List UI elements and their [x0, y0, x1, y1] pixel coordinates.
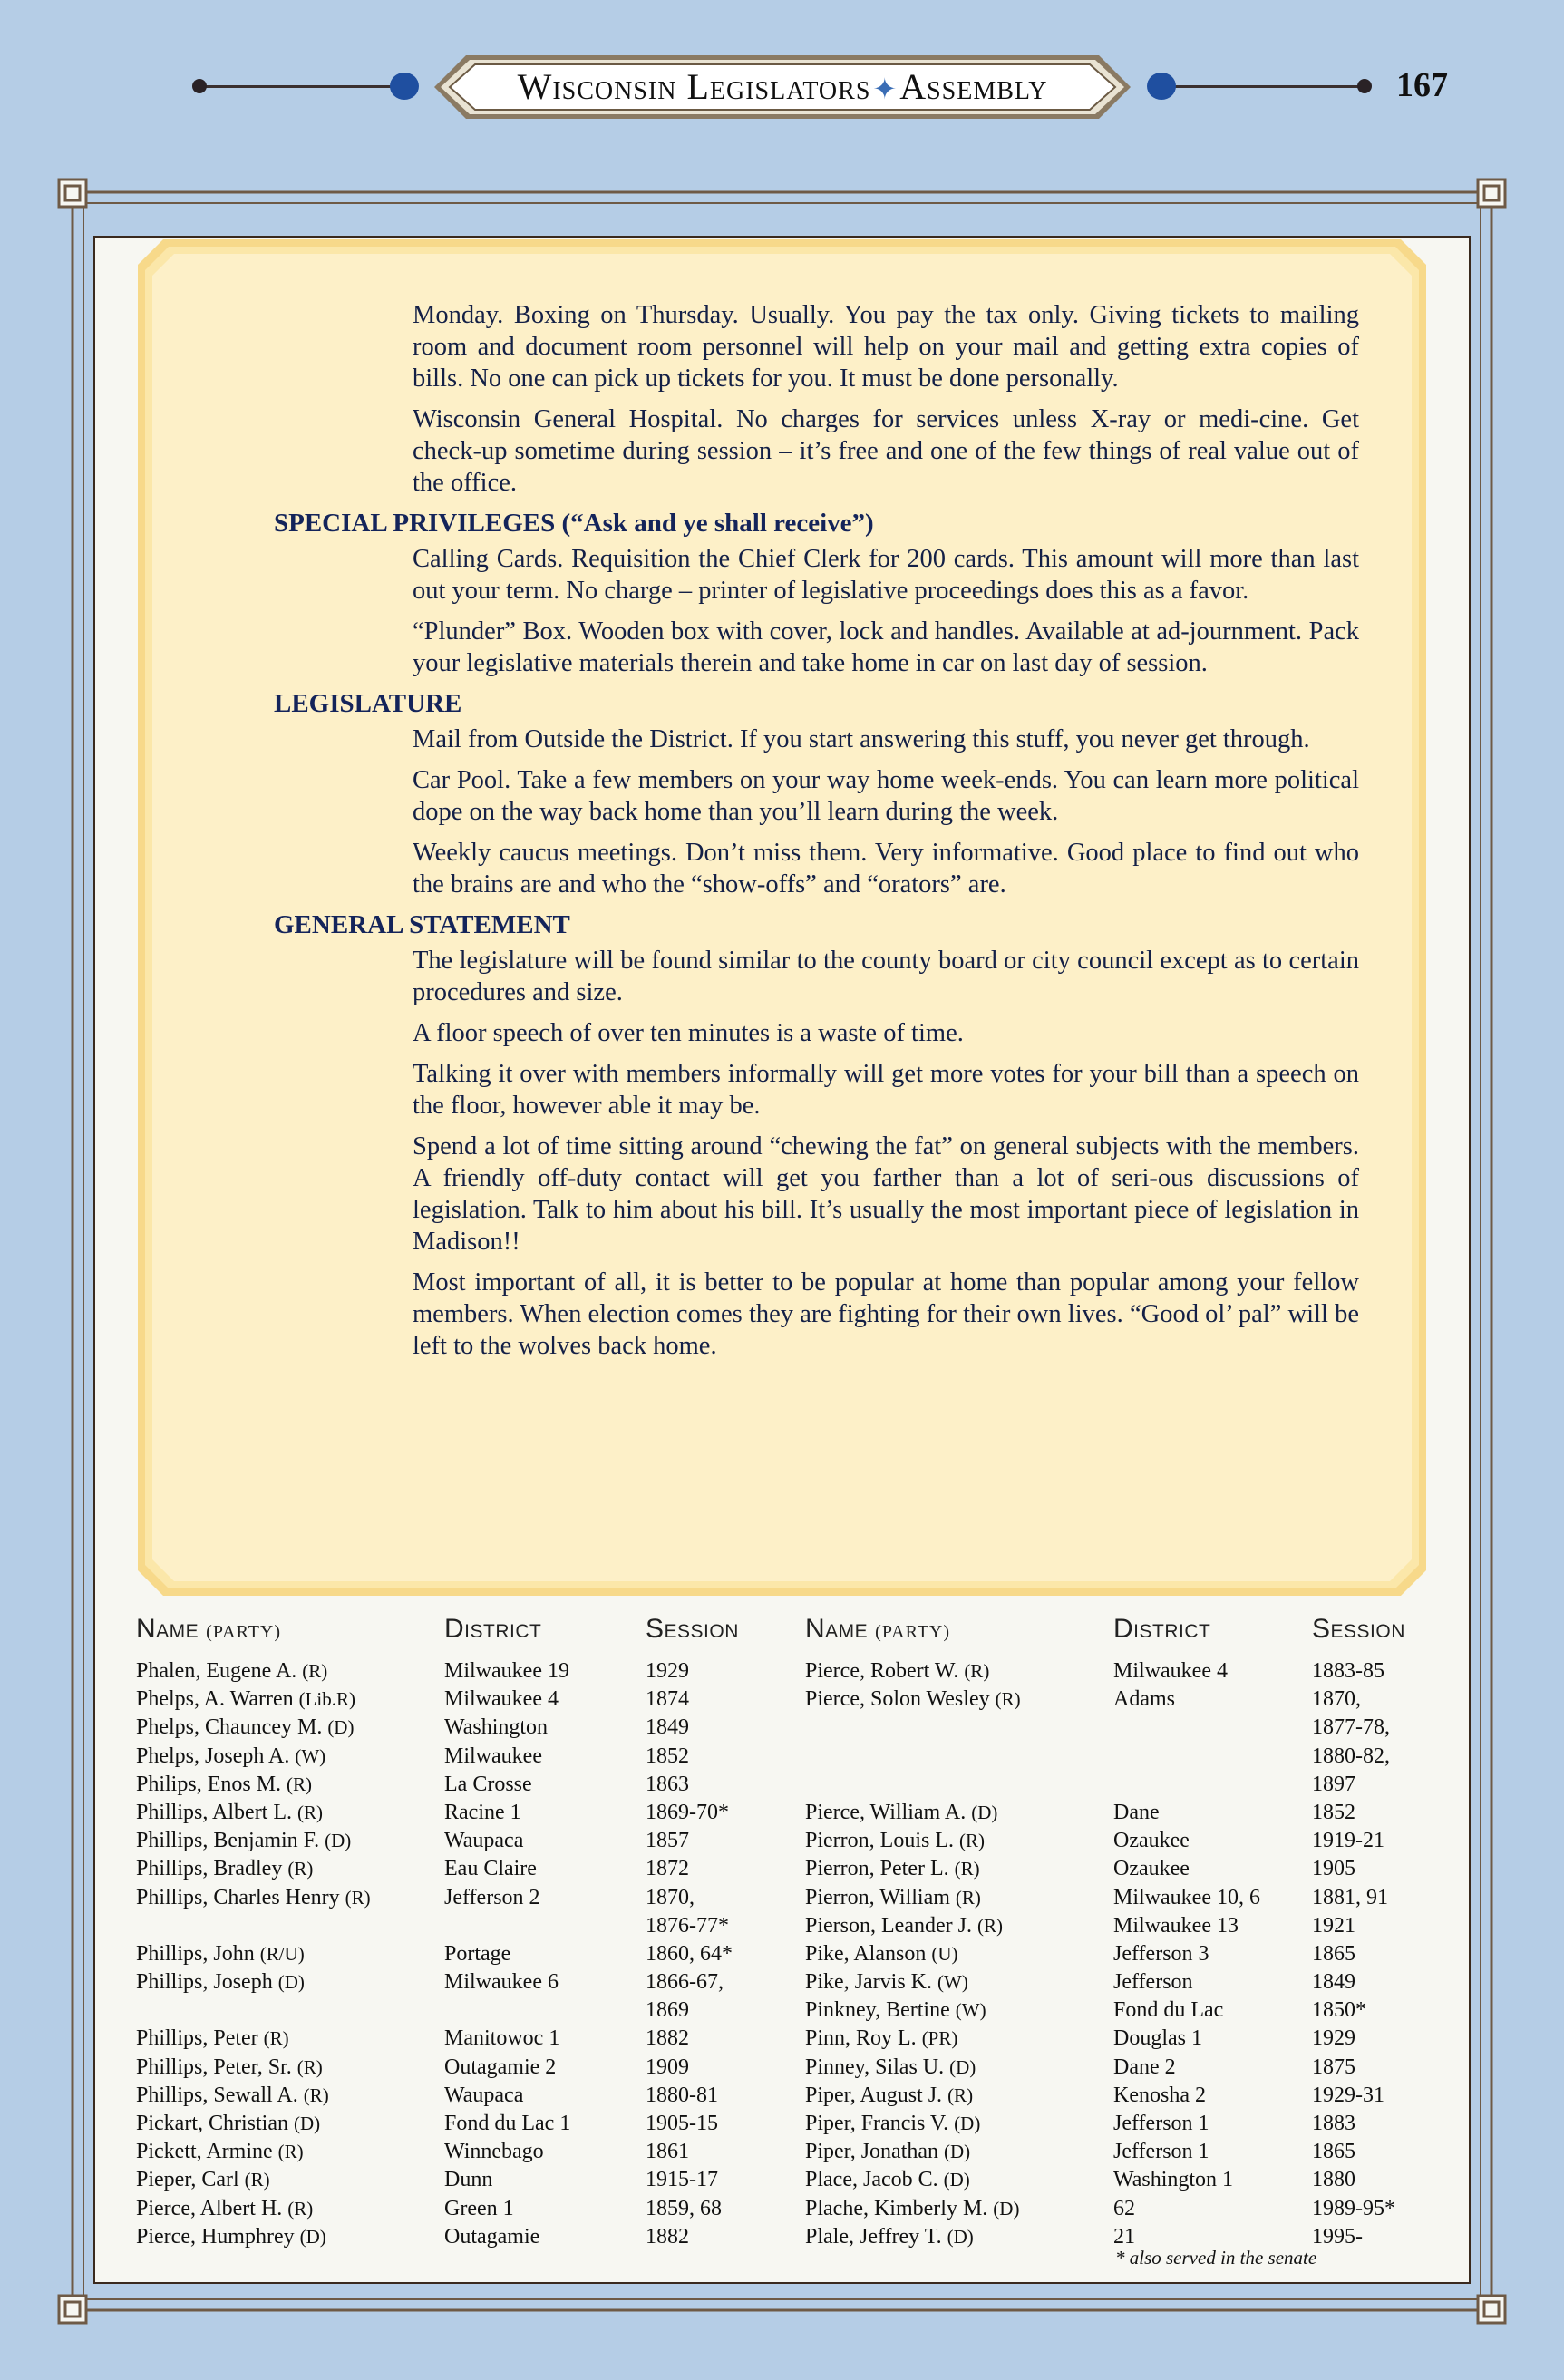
table-row [136, 1940, 789, 1968]
party-text: (R) [296, 2055, 323, 2078]
session-text: 1850* [1312, 1998, 1366, 2023]
party-text: (Lib.R) [298, 1688, 356, 1711]
legislator-name [805, 1657, 989, 1685]
section-legislature [136, 688, 1428, 900]
table-column-left [136, 1657, 789, 2251]
section-title: SPECIAL PRIVILEGES (“Ask and ye shall receive”) [274, 509, 874, 538]
party-text: (R) [287, 1858, 314, 1880]
party-text: (R) [976, 1914, 1003, 1937]
title-banner [433, 54, 1132, 120]
district-text: Dane [1113, 1800, 1160, 1824]
district-text: La Crosse [444, 1772, 532, 1796]
district-text: Washington [444, 1715, 549, 1740]
party-text: (D) [325, 1830, 352, 1852]
session-text: 1881, 91 [1312, 1885, 1388, 1909]
session-text: 1995- [1312, 2224, 1363, 2249]
paragraph-chewing-fat: Spend a lot of time sitting around “chewing the fat” on general subjects with the members. A friendly off-duty contact will get you farther than a lot of seri-ous discussions of legislation. Talk to him about his bill. It’s usually the most important piece of legislation in Madison!! [413, 1132, 1359, 1256]
session-text: 1883 [1312, 2112, 1355, 2136]
party-text: (R) [954, 1858, 980, 1880]
session-text: 1921 [1312, 1913, 1355, 1938]
legislator-name [805, 1968, 968, 1996]
section-title: LEGISLATURE [274, 689, 462, 718]
session-text: 1915-17 [646, 2168, 718, 2192]
table-row [136, 2138, 789, 2166]
header-name-label: Name [805, 1614, 869, 1644]
district-text: Portage [444, 1941, 511, 1966]
header-district-left: District [444, 1614, 542, 1644]
session-text: 1857 [646, 1829, 689, 1853]
district-text: Jefferson 2 [444, 1885, 540, 1909]
table-row [136, 1685, 789, 1714]
header-name-left [136, 1614, 281, 1645]
legislator-name [805, 1799, 997, 1827]
party-text: (PR) [921, 2027, 958, 2050]
party-text: (R) [287, 1773, 313, 1795]
party-text: (R) [964, 1660, 990, 1682]
district-text: Racine 1 [444, 1800, 521, 1824]
legislator-name [805, 1940, 958, 1968]
district-text: Eau Claire [444, 1857, 537, 1881]
table-row [136, 2054, 789, 2082]
legislator-name [136, 1799, 323, 1827]
legislator-name [136, 2166, 270, 2194]
table-row [136, 2025, 789, 2053]
district-text: Adams [1113, 1687, 1175, 1712]
table-row [805, 1940, 1423, 1968]
table-row [805, 1799, 1423, 1827]
table-row [805, 1855, 1423, 1883]
table-row [136, 2166, 789, 2194]
legislator-name [136, 2110, 320, 2138]
name-text: Plache, Kimberly M. [805, 2196, 988, 2220]
legislator-name [805, 2054, 976, 2082]
party-text: (R) [995, 1688, 1021, 1711]
header-name-right [805, 1614, 950, 1645]
session-text: 1880 [1312, 2168, 1355, 2192]
party-text: (W) [937, 1971, 968, 1994]
name-text: Phillips, Benjamin F. [136, 1829, 320, 1853]
district-text: Milwaukee 10, 6 [1113, 1885, 1260, 1909]
legislator-name [136, 1771, 312, 1799]
table-row [805, 2082, 1423, 2110]
name-text: Pike, Alanson [805, 1941, 927, 1966]
name-text: Phillips, Joseph [136, 1970, 273, 1995]
name-text: Pieper, Carl [136, 2168, 239, 2192]
party-text: (D) [293, 2113, 321, 2135]
session-text: 1877-78, [1312, 1715, 1390, 1740]
table-row [136, 1743, 789, 1771]
district-text: Jefferson 1 [1113, 2140, 1209, 2164]
section-general-statement [136, 909, 1428, 1362]
advice-note-box [136, 238, 1428, 1598]
name-text: Pierce, Solon Wesley [805, 1687, 990, 1712]
party-text: (R/U) [259, 1942, 305, 1965]
legislator-name [805, 2223, 974, 2251]
party-text: (R) [955, 1886, 981, 1909]
ornament-dot-left [390, 73, 419, 100]
legislator-name [805, 1996, 986, 2025]
session-text: 1859, 68 [646, 2196, 722, 2220]
header-party-label: (PARTY) [875, 1622, 951, 1642]
session-text: 1875 [1312, 2055, 1355, 2079]
header-session-right: Session [1312, 1614, 1405, 1644]
star-ornament-icon: ✦ [872, 73, 899, 105]
name-text: Pinn, Roy L. [805, 2026, 917, 2051]
name-text: Phillips, Albert L. [136, 1800, 293, 1824]
legislator-name [136, 2082, 329, 2110]
table-row [805, 2223, 1423, 2251]
name-text: Phillips, Peter [136, 2026, 258, 2051]
district-text: Outagamie [444, 2224, 540, 2249]
legislator-name [805, 2082, 973, 2110]
party-text: (R) [303, 2084, 329, 2106]
name-text: Pierce, Robert W. [805, 1659, 959, 1683]
name-text: Pierron, William [805, 1885, 950, 1909]
session-text: 1882 [646, 2026, 689, 2051]
table-row [136, 2110, 789, 2138]
paragraph-plunder-box: “Plunder” Box. Wooden box with cover, lock and handles. Available at ad-journment. Pack your legislative materials therein and take home in car on last day of session. [413, 617, 1359, 677]
name-text: Pickart, Christian [136, 2112, 288, 2136]
district-text: Kenosha 2 [1113, 2083, 1206, 2107]
table-row [136, 1714, 789, 1742]
section-title: GENERAL STATEMENT [274, 910, 570, 939]
legislator-name [805, 2110, 980, 2138]
note-content [136, 299, 1428, 1371]
name-text: Philips, Enos M. [136, 1772, 282, 1796]
party-text: (D) [949, 2055, 976, 2078]
session-text: 1929 [646, 1659, 689, 1683]
table-row [805, 2166, 1423, 2194]
district-text: Winnebago [444, 2140, 544, 2164]
party-text: (W) [295, 1744, 326, 1767]
district-text: Dunn [444, 2168, 493, 2192]
legislator-name [136, 1685, 355, 1714]
name-text: Phelps, Joseph A. [136, 1744, 290, 1768]
party-text: (R) [302, 1660, 328, 1682]
district-text: Douglas 1 [1113, 2026, 1202, 2051]
table-row [136, 1771, 789, 1799]
session-text: 1876-77* [646, 1913, 729, 1938]
district-text: Jefferson 1 [1113, 2112, 1209, 2136]
legislator-name [136, 1884, 371, 1912]
party-text: (W) [955, 1999, 986, 2022]
session-text: 1929 [1312, 2026, 1355, 2051]
table-row [805, 1912, 1423, 1940]
party-text: (R) [297, 1801, 324, 1823]
district-text: 62 [1113, 2196, 1135, 2220]
table-row [805, 2138, 1423, 2166]
name-text: Phillips, John [136, 1941, 255, 1966]
table-row [136, 2195, 789, 2223]
session-text: 1905-15 [646, 2112, 718, 2136]
table-row [136, 1855, 789, 1883]
party-text: (R) [244, 2169, 270, 2191]
party-text: (U) [931, 1942, 958, 1965]
legislator-name [136, 2138, 304, 2166]
name-text: Plale, Jeffrey T. [805, 2224, 942, 2249]
session-text: 1872 [646, 1857, 689, 1881]
party-text: (D) [327, 1716, 355, 1739]
table-row [805, 1968, 1423, 1996]
running-title-part2: Assembly [899, 66, 1048, 107]
header-name-label: Name [136, 1614, 199, 1644]
session-text: 1882 [646, 2224, 689, 2249]
session-text: 1880-81 [646, 2083, 718, 2107]
name-text: Pinkney, Bertine [805, 1998, 950, 2023]
party-text: (R) [277, 2141, 304, 2163]
header-party-label: (PARTY) [206, 1622, 282, 1642]
name-text: Piper, Francis V. [805, 2112, 949, 2136]
session-text: 1865 [1312, 2140, 1355, 2164]
legislator-name [805, 1912, 1003, 1940]
legislator-name [136, 1855, 313, 1883]
district-text: Milwaukee 4 [444, 1687, 559, 1712]
name-text: Phillips, Peter, Sr. [136, 2055, 292, 2079]
district-text: Jefferson 3 [1113, 1941, 1209, 1966]
legislator-name [805, 1685, 1021, 1714]
district-text: Washington 1 [1113, 2168, 1234, 2192]
table-row [805, 1996, 1423, 2025]
district-text: Green 1 [444, 2196, 514, 2220]
name-text: Pierron, Louis L. [805, 1829, 954, 1853]
district-text: 21 [1113, 2224, 1135, 2249]
legislator-name [136, 1940, 305, 1968]
name-text: Pierson, Leander J. [805, 1913, 972, 1938]
session-text: 1869-70* [646, 1800, 729, 1824]
district-text: Fond du Lac [1113, 1998, 1224, 2023]
session-text: 1905 [1312, 1857, 1355, 1881]
session-text: 1852 [646, 1744, 689, 1768]
legislator-name [805, 1855, 980, 1883]
district-text: Manitowoc 1 [444, 2026, 560, 2051]
district-text: Milwaukee 19 [444, 1659, 569, 1683]
footnote: * also served in the senate [1115, 2247, 1317, 2268]
legislator-name [805, 2025, 957, 2053]
name-text: Piper, August J. [805, 2083, 943, 2107]
table-row [136, 2082, 789, 2110]
party-text: (D) [993, 2197, 1020, 2220]
district-text: Dane 2 [1113, 2055, 1176, 2079]
district-text: Jefferson [1113, 1970, 1193, 1995]
session-text: 1897 [1312, 1772, 1355, 1796]
party-text: (R) [287, 2197, 314, 2220]
district-text: Ozaukee [1113, 1857, 1190, 1881]
table-row [805, 1657, 1423, 1685]
session-text: 1849 [1312, 1970, 1355, 1995]
session-text: 1863 [646, 1772, 689, 1796]
session-text: 1919-21 [1312, 1829, 1384, 1853]
table-row [805, 1827, 1423, 1855]
table-row [136, 2223, 789, 2251]
table-row [805, 1884, 1423, 1912]
legislator-name [136, 1968, 305, 1996]
page-number: 167 [1396, 66, 1448, 104]
table-row [136, 1657, 789, 1685]
district-text: Outagamie 2 [444, 2055, 557, 2079]
paragraph-calling-cards: Calling Cards. Requisition the Chief Clerk for 200 cards. This amount will more than last out your term. No charge – printer of legislative proceedings does this as a favor. [413, 545, 1359, 605]
party-text: (D) [954, 2113, 981, 2135]
rule-end-dot-right [1357, 79, 1372, 93]
paragraph-tickets: Monday. Boxing on Thursday. Usually. You pay the tax only. Giving tickets to mailing room and document room personnel will help on your mail and getting extra copies of bills. No one can pick up tickets for you. It must be done personally. [413, 301, 1359, 393]
district-text: Ozaukee [1113, 1829, 1190, 1853]
session-text: 1870, [1312, 1687, 1361, 1712]
table-row [136, 1884, 789, 1940]
name-text: Pierce, Albert H. [136, 2196, 283, 2220]
party-text: (R) [345, 1886, 371, 1909]
running-title [433, 54, 1132, 120]
paragraph-car-pool: Car Pool. Take a few members on your way home week-ends. You can learn more political dope on the way back home than you’ll learn during the week. [413, 766, 1359, 826]
header-session-left: Session [646, 1614, 739, 1644]
name-text: Phalen, Eugene A. [136, 1659, 297, 1683]
party-text: (R) [263, 2027, 289, 2050]
legislator-name [805, 2166, 970, 2194]
paragraph-informal: Talking it over with members informally will get more votes for your bill than a speech on the floor, however able it may be. [413, 1060, 1359, 1120]
session-text: 1929-31 [1312, 2083, 1384, 2107]
banner-rule-left [204, 85, 399, 88]
name-text: Phelps, Chauncey M. [136, 1715, 323, 1740]
page-header [0, 0, 1564, 181]
session-text: 1852 [1312, 1800, 1355, 1824]
section-continued [136, 299, 1428, 499]
session-text: 1880-82, [1312, 1744, 1390, 1768]
party-text: (D) [299, 2225, 326, 2248]
table-row [805, 2110, 1423, 2138]
session-text: 1869 [646, 1998, 689, 2023]
district-text: Milwaukee 6 [444, 1970, 559, 1995]
district-text: Fond du Lac 1 [444, 2112, 571, 2136]
district-text: Milwaukee 13 [1113, 1913, 1239, 1938]
legislator-name [136, 1714, 354, 1742]
session-text: 1865 [1312, 1941, 1355, 1966]
paragraph-similar: The legislature will be found similar to the county board or city council except as to certain procedures and size. [413, 947, 1359, 1006]
name-text: Pierce, Humphrey [136, 2224, 295, 2249]
legislator-name [136, 1827, 351, 1855]
session-text: 1860, 64* [646, 1941, 733, 1966]
party-text: (D) [943, 2169, 970, 2191]
name-text: Pierron, Peter L. [805, 1857, 949, 1881]
district-text: Milwaukee 4 [1113, 1659, 1228, 1683]
paragraph-floor-speech: A floor speech of over ten minutes is a waste of time. [413, 1019, 964, 1047]
party-text: (R) [947, 2084, 974, 2106]
name-text: Place, Jacob C. [805, 2168, 938, 2192]
name-text: Phelps, A. Warren [136, 1687, 294, 1712]
table-row [136, 1827, 789, 1855]
session-text: 1861 [646, 2140, 689, 2164]
header-district-right: District [1113, 1614, 1211, 1644]
name-text: Pinney, Silas U. [805, 2055, 945, 2079]
legislator-name [805, 2195, 1019, 2223]
paragraph-mail: Mail from Outside the District. If you start answering this stuff, you never get through. [413, 725, 1310, 753]
legislator-name [136, 1657, 327, 1685]
legislator-name [136, 2025, 289, 2053]
session-text: 1883-85 [1312, 1659, 1384, 1683]
session-text: 1866-67, [646, 1970, 724, 1995]
running-title-part1: Wisconsin Legislators [517, 66, 871, 107]
district-text: Milwaukee [444, 1744, 542, 1768]
legislator-name [805, 2138, 970, 2166]
legislator-name [805, 1827, 985, 1855]
name-text: Pike, Jarvis K. [805, 1970, 932, 1995]
name-text: Phillips, Sewall A. [136, 2083, 298, 2107]
party-text: (D) [947, 2225, 974, 2248]
table-row [136, 1968, 789, 2025]
party-text: (R) [958, 1830, 985, 1852]
table-row [805, 2025, 1423, 2053]
session-text: 1870, [646, 1885, 695, 1909]
table-row [805, 2195, 1423, 2223]
party-text: (D) [944, 2141, 971, 2163]
name-text: Phillips, Bradley [136, 1857, 283, 1881]
session-text: 1989-95* [1312, 2196, 1395, 2220]
party-text: (D) [277, 1971, 305, 1994]
table-column-right [805, 1657, 1423, 2251]
party-text: (D) [971, 1801, 998, 1823]
paragraph-most-important: Most important of all, it is better to be popular at home than popular among your fellow members. When election comes they are fighting for their own lives. “Good ol’ pal” will be left to the wolves back home. [413, 1268, 1359, 1360]
session-text: 1849 [646, 1715, 689, 1740]
session-text: 1909 [646, 2055, 689, 2079]
table-row [136, 1799, 789, 1827]
legislator-name [805, 1884, 981, 1912]
session-text: 1874 [646, 1687, 689, 1712]
rule-end-dot-left [192, 79, 207, 93]
table-row [805, 1685, 1423, 1799]
legislator-name [136, 2054, 323, 2082]
legislator-name [136, 1743, 325, 1771]
paragraph-caucus: Weekly caucus meetings. Don’t miss them. Very informative. Good place to find out who the brains are and who the “show-offs” and “orators” are. [413, 839, 1359, 899]
legislator-name [136, 2223, 326, 2251]
section-special-privileges [136, 508, 1428, 679]
district-text: Waupaca [444, 1829, 524, 1853]
district-text: Waupaca [444, 2083, 524, 2107]
name-text: Piper, Jonathan [805, 2140, 939, 2164]
paragraph-hospital: Wisconsin General Hospital. No charges for services unless X-ray or medi-cine. Get check-up sometime during session – it’s free and one of the few things of real value out of the office. [413, 405, 1359, 497]
table-row [805, 2054, 1423, 2082]
legislator-name [136, 2195, 313, 2223]
name-text: Pickett, Armine [136, 2140, 273, 2164]
banner-rule-right [1170, 85, 1365, 88]
ornament-dot-right [1147, 73, 1176, 100]
name-text: Phillips, Charles Henry [136, 1885, 340, 1909]
name-text: Pierce, William A. [805, 1800, 967, 1824]
